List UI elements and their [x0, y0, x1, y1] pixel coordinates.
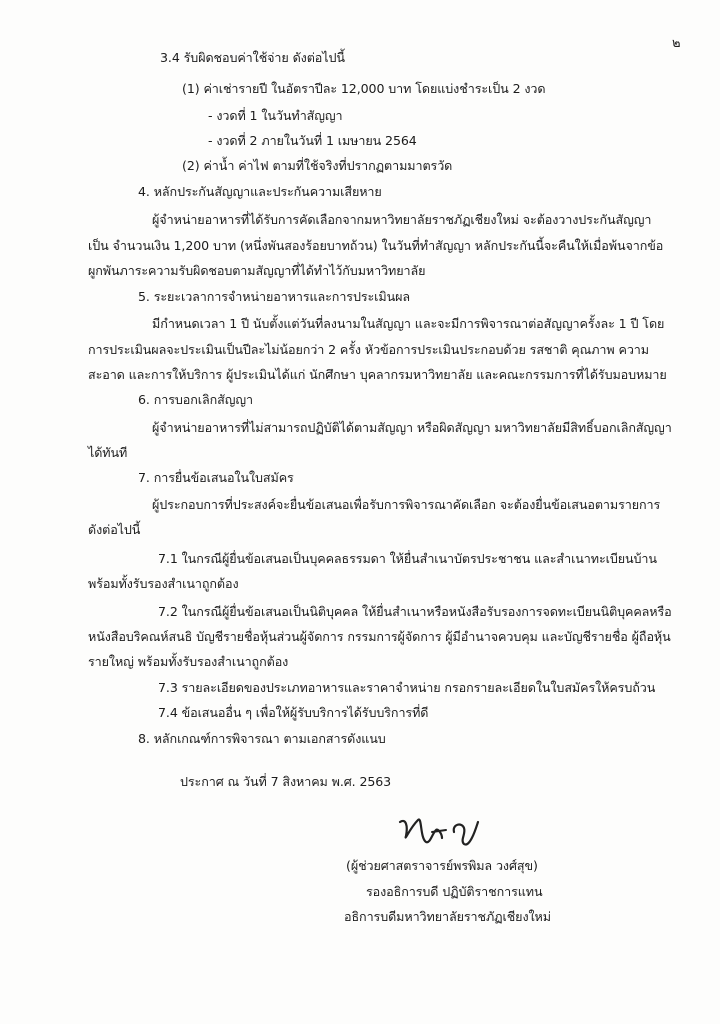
- section-8-heading: 8. หลักเกณฑ์การพิจารณา ตามเอกสารดังแนบ: [138, 731, 386, 746]
- clause-7-1-line-1: 7.1 ในกรณีผู้ยื่นข้อเสนอเป็นบุคคลธรรมดา ให้ยื่นสำเนาบัตรประชาชน และสำเนาทะเบียนบ้าน: [158, 551, 657, 566]
- clause-7-1-line-2: พร้อมทั้งรับรองสำเนาถูกต้อง: [88, 576, 239, 591]
- installment-2: - งวดที่ 2 ภายในวันที่ 1 เมษายน 2564: [208, 133, 417, 148]
- section-6-para-line-2: ได้ทันที: [88, 445, 128, 460]
- section-5-para-line-2: การประเมินผลจะประเมินเป็นปีละไม่น้อยกว่า 2 ครั้ง หัวข้อการประเมินประกอบด้วย รสชาติ คุณภาพ ความ: [88, 342, 649, 357]
- signatory-name: (ผู้ช่วยศาสตราจารย์พรพิมล วงศ์สุข): [346, 858, 538, 873]
- section-4-para-line-3: ผูกพันภาระความรับผิดชอบตามสัญญาที่ได้ทำไว้กับมหาวิทยาลัย: [88, 263, 426, 278]
- page-number: ๒: [672, 36, 681, 51]
- clause-3-4-2: (2) ค่าน้ำ ค่าไฟ ตามที่ใช้จริงที่ปรากฏตามมาตรวัด: [182, 158, 453, 173]
- section-5-para-line-1: มีกำหนดเวลา 1 ปี นับตั้งแต่วันที่ลงนามในสัญญา และจะมีการพิจารณาต่อสัญญาครั้งละ 1 ปี โดย: [152, 316, 665, 331]
- clause-7-2-line-1: 7.2 ในกรณีผู้ยื่นข้อเสนอเป็นนิติบุคคล ให้ยื่นสำเนาหรือหนังสือรับรองการจดทะเบียนนิติบุคคลหรือ: [158, 604, 672, 619]
- section-4-heading: 4. หลักประกันสัญญาและประกันความเสียหาย: [138, 184, 382, 199]
- clause-7-2-line-2: หนังสือบริคณห์สนธิ บัญชีรายชื่อหุ้นส่วนผู้จัดการ กรรมการผู้จัดการ ผู้มีอำนาจควบคุม และบัญชีรายชื่อ ผู้ถือหุ้น: [88, 629, 671, 644]
- section-6-para-line-1: ผู้จำหน่ายอาหารที่ไม่สามารถปฏิบัติได้ตามสัญญา หรือผิดสัญญา มหาวิทยาลัยมีสิทธิ์บอกเลิกสัญญา: [152, 420, 672, 435]
- section-5-para-line-3: สะอาด และการให้บริการ ผู้ประเมินได้แก่ นักศึกษา บุคลากรมหาวิทยาลัย และคณะกรรมการที่ได้รับมอบหมาย: [88, 367, 667, 382]
- clause-3-4-1: (1) ค่าเช่ารายปี ในอัตราปีละ 12,000 บาท โดยแบ่งชำระเป็น 2 งวด: [182, 81, 546, 96]
- section-5-heading: 5. ระยะเวลาการจำหน่ายอาหารและการประเมินผล: [138, 289, 410, 304]
- clause-3-4: 3.4 รับผิดชอบค่าใช้จ่าย ดังต่อไปนี้: [160, 50, 345, 65]
- signatory-on-behalf-of: อธิการบดีมหาวิทยาลัยราชภัฏเชียงใหม่: [344, 909, 551, 924]
- section-7-para-line-1: ผู้ประกอบการที่ประสงค์จะยื่นข้อเสนอเพื่อรับการพิจารณาคัดเลือก จะต้องยื่นข้อเสนอตามรายการ: [152, 497, 661, 512]
- clause-7-4: 7.4 ข้อเสนออื่น ๆ เพื่อให้ผู้รับบริการได้รับบริการที่ดี: [158, 705, 429, 720]
- section-4-para-line-1: ผู้จำหน่ายอาหารที่ได้รับการคัดเลือกจากมหาวิทยาลัยราชภัฏเชียงใหม่ จะต้องวางประกันสัญญา: [152, 212, 652, 227]
- announcement-date: ประกาศ ณ วันที่ 7 สิงหาคม พ.ศ. 2563: [180, 774, 392, 789]
- section-7-heading: 7. การยื่นข้อเสนอในใบสมัคร: [138, 470, 294, 485]
- section-4-para-line-2: เป็น จำนวนเงิน 1,200 บาท (หนึ่งพันสองร้อยบาทถ้วน) ในวันที่ทำสัญญา หลักประกันนี้จะคืนให้เมื่อพ้นจากข้อ: [88, 238, 664, 253]
- clause-7-2-line-3: รายใหญ่ พร้อมทั้งรับรองสำเนาถูกต้อง: [88, 654, 289, 669]
- installment-1: - งวดที่ 1 ในวันทำสัญญา: [208, 108, 343, 123]
- signatory-position: รองอธิการบดี ปฏิบัติราชการแทน: [366, 884, 543, 899]
- signature-image: [392, 812, 532, 852]
- section-7-para-line-2: ดังต่อไปนี้: [88, 522, 141, 537]
- clause-7-3: 7.3 รายละเอียดของประเภทอาหารและราคาจำหน่าย กรอกรายละเอียดในใบสมัครให้ครบถ้วน: [158, 680, 656, 695]
- section-6-heading: 6. การบอกเลิกสัญญา: [138, 392, 253, 407]
